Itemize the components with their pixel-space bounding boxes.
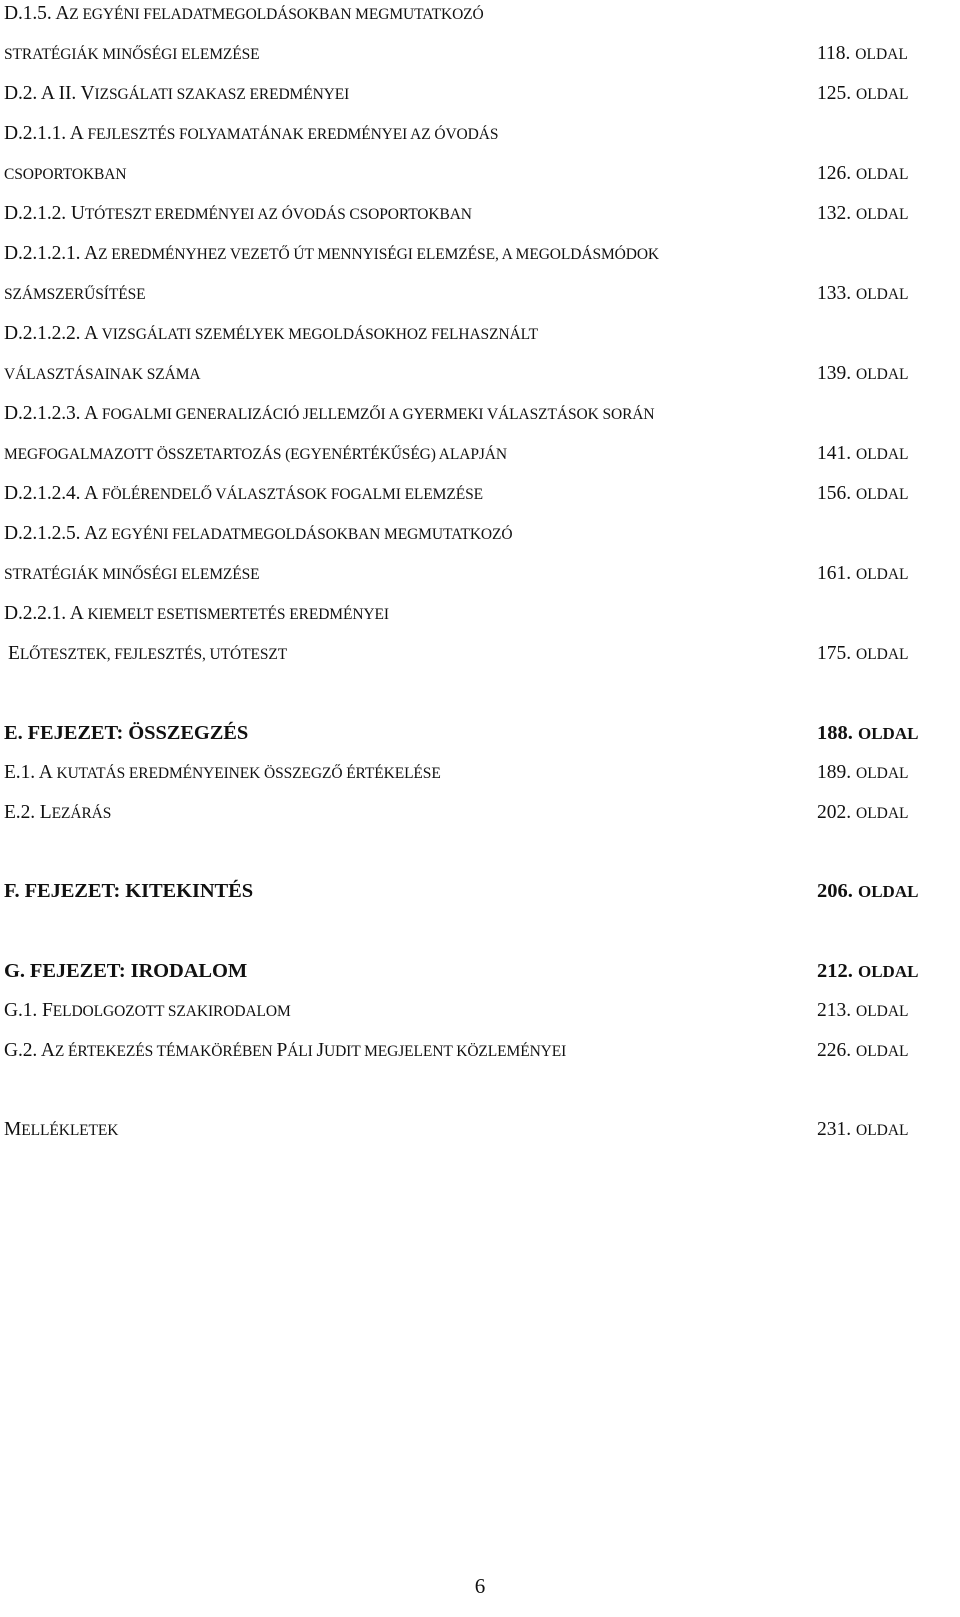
toc-line — [4, 362, 201, 387]
toc-line — [4, 2, 484, 27]
toc-page-ref: 188. OLDAL — [817, 722, 919, 744]
toc-line — [4, 999, 291, 1024]
toc-entry-title: ÁLI — [287, 1043, 317, 1060]
toc-page-ref: 156. OLDAL — [817, 483, 909, 504]
toc-line — [4, 562, 260, 587]
toc-entry-title: Z EREDMÉNYHEZ VEZETŐ ÚT MENNYISÉGI ELEMZÉSE, A MEGOLDÁSMÓDOK — [98, 246, 660, 263]
toc-entry-title: Z EGYÉNI FELADATMEGOLDÁSOKBAN MEGMUTATKOZÓ — [69, 6, 484, 23]
toc-page-ref: 125. OLDAL — [817, 83, 909, 104]
toc-entry-title: STRATÉGIÁK MINŐSÉGI ELEMZÉSE — [4, 46, 260, 63]
toc-entry-title: TÓTESZT EREDMÉNYEI AZ ÓVODÁS CSOPORTOKBAN — [84, 206, 472, 223]
toc-page-ref: 132. OLDAL — [817, 203, 909, 224]
toc-entry-title: FEJLESZTÉS FOLYAMATÁNAK EREDMÉNYEI AZ ÓVODÁS — [83, 126, 499, 143]
toc-line — [4, 122, 498, 147]
toc-entry-title: VÁLASZTÁSAINAK SZÁMA — [4, 366, 201, 383]
toc-entry-number: D.2.1.2.2. — [4, 323, 81, 344]
chapter-heading: G. FEJEZET: IRODALOM — [4, 960, 248, 982]
toc-entry-number: D.1.5. — [4, 3, 52, 24]
toc-entry-initial: L — [39, 802, 52, 823]
toc-entry-initial: A — [84, 403, 99, 424]
toc-entry-title: ELDOLGOZOTT SZAKIRODALOM — [52, 1003, 291, 1020]
toc-line — [8, 642, 287, 667]
toc-entry-initial: A — [69, 123, 84, 144]
toc-entry-title: LŐTESZTEK, FEJLESZTÉS, UTÓTESZT — [19, 646, 288, 663]
toc-entry-number: D.2. — [4, 83, 38, 104]
toc-page-ref: 206. OLDAL — [817, 880, 919, 902]
toc-entry-initial: F — [41, 1000, 53, 1021]
toc-line — [4, 761, 441, 786]
toc-entry-number: E.2. — [4, 802, 36, 823]
toc-entry-number: D.2.1.2.4. — [4, 483, 81, 504]
toc-line — [4, 402, 655, 427]
toc-line — [4, 442, 507, 467]
toc-page-ref: 126. OLDAL — [817, 163, 909, 184]
toc-line — [4, 82, 349, 107]
toc-page-ref: 175. OLDAL — [817, 643, 909, 664]
toc-entry-number: D.2.1.2. — [4, 203, 67, 224]
toc-entry-number: D.2.1.2.5. — [4, 523, 81, 544]
toc-line — [4, 202, 472, 227]
chapter-heading: E. FEJEZET: ÖSSZEGZÉS — [4, 722, 249, 744]
page-number: 6 — [474, 1574, 486, 1598]
toc-entry-initial: A — [55, 3, 70, 24]
toc-entry-title: STRATÉGIÁK MINŐSÉGI ELEMZÉSE — [4, 566, 260, 583]
toc-entry-initial: E — [8, 643, 20, 664]
toc-entry-title: Z EGYÉNI FELADATMEGOLDÁSOKBAN MEGMUTATKOZÓ — [98, 526, 513, 543]
toc-entry-number: D.2.1.2.1. — [4, 243, 81, 264]
toc-entry-title: FÖLÉRENDELŐ VÁLASZTÁSOK FOGALMI ELEMZÉSE — [98, 486, 483, 503]
toc-line — [4, 1118, 118, 1143]
toc-line — [4, 162, 126, 187]
toc-entry-number: D.2.2.1. — [4, 603, 67, 624]
toc-entry-title: IZSGÁLATI SZAKASZ EREDMÉNYEI — [94, 86, 350, 103]
toc-line — [4, 482, 483, 507]
toc-entry-title: Z ÉRTEKEZÉS TÉMAKÖRÉBEN — [54, 1043, 277, 1060]
toc-line — [4, 242, 659, 267]
toc-page-ref: 231. OLDAL — [817, 1119, 909, 1140]
toc-entry-initial: A — [84, 243, 99, 264]
toc-entry-initial: A — [38, 762, 53, 783]
toc-line — [4, 282, 145, 307]
toc-entry-initial: A — [40, 1040, 55, 1061]
toc-entry-title: VIZSGÁLATI SZEMÉLYEK MEGOLDÁSOKHOZ FELHASZNÁLT — [98, 326, 538, 343]
toc-entry-initial: A — [84, 523, 99, 544]
toc-page-ref: 213. OLDAL — [817, 1000, 909, 1021]
toc-entry-initial: P — [276, 1040, 288, 1061]
toc-entry-title: KUTATÁS EREDMÉNYEINEK ÖSSZEGZŐ ÉRTÉKELÉSE — [52, 765, 441, 782]
toc-entry-title: SZÁMSZERŰSÍTÉSE — [4, 286, 146, 303]
toc-page-ref: 212. OLDAL — [817, 960, 919, 982]
toc-line — [4, 602, 389, 627]
toc-page-ref: 118. OLDAL — [817, 43, 908, 64]
toc-entry-initial: A — [69, 603, 84, 624]
toc-page-ref: 226. OLDAL — [817, 1040, 909, 1061]
toc-line — [4, 42, 260, 67]
toc-entry-title: UDIT MEGJELENT KÖZLEMÉNYEI — [324, 1043, 567, 1060]
toc-entry-initial: U — [70, 203, 85, 224]
toc-entry-number: G.2. — [4, 1040, 38, 1061]
toc-entry-title: KIEMELT ESETISMERTETÉS EREDMÉNYEI — [83, 606, 389, 623]
toc-page-ref: 139. OLDAL — [817, 363, 909, 384]
toc-line — [4, 522, 512, 547]
toc-entry-number: D.2.1.1. — [4, 123, 67, 144]
toc-page-ref: 189. OLDAL — [817, 762, 909, 783]
toc-entry-initial: A — [84, 323, 99, 344]
toc-page-ref: 133. OLDAL — [817, 283, 909, 304]
toc-page-ref: 161. OLDAL — [817, 563, 909, 584]
toc-entry-initial: A — [84, 483, 99, 504]
toc-line — [4, 322, 538, 347]
toc-entry-initial: J — [316, 1040, 324, 1061]
toc-entry-number: G.1. — [4, 1000, 38, 1021]
toc-entry-title: ELLÉKLETEK — [21, 1122, 119, 1139]
toc-entry-title: EZÁRÁS — [51, 805, 112, 822]
toc-entry-number: D.2.1.2.3. — [4, 403, 81, 424]
toc-page-ref: 141. OLDAL — [817, 443, 909, 464]
toc-entry-title: CSOPORTOKBAN — [4, 166, 127, 183]
toc-line — [4, 1039, 566, 1064]
toc-entry-initial: M — [4, 1119, 22, 1140]
toc-entry-title: MEGFOGALMAZOTT ÖSSZETARTOZÁS (EGYENÉRTÉKŰSÉG) ALAPJÁN — [4, 446, 507, 463]
toc-line — [4, 801, 111, 826]
chapter-heading: F. FEJEZET: KITEKINTÉS — [4, 880, 254, 902]
toc-entry-initial: A II. V — [40, 83, 95, 104]
toc-page-ref: 202. OLDAL — [817, 802, 909, 823]
toc-entry-number: E.1. — [4, 762, 36, 783]
toc-entry-title: FOGALMI GENERALIZÁCIÓ JELLEMZŐI A GYERMEKI VÁLASZTÁSOK SORÁN — [98, 406, 655, 423]
